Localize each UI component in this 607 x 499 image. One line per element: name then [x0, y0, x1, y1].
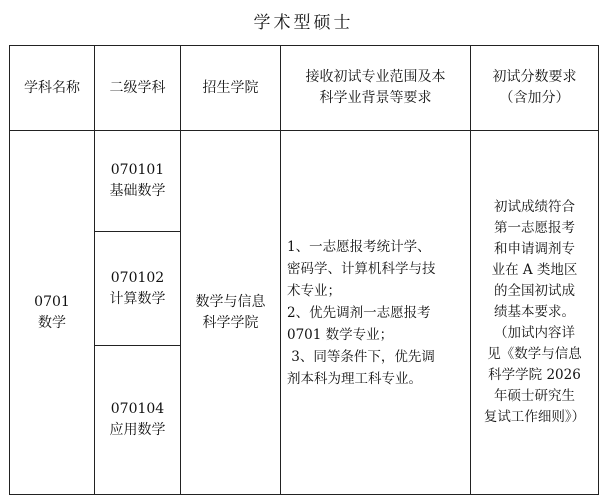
header-requirement-line: 接收初试专业范围及本 [305, 69, 446, 85]
requirement-line: 剂本科为理工科专业。 [287, 370, 422, 387]
header-score [471, 46, 599, 131]
header-requirement [281, 46, 471, 131]
header-secondary: 二级学科 [95, 46, 181, 131]
table-row [10, 131, 599, 232]
requirement-line: 1、一志愿报考统计学、 [287, 238, 431, 255]
requirement-line: 3、同等条件下，优先调 [287, 348, 435, 365]
score-line: 初试成绩符合 [494, 199, 575, 215]
score-line: （加试内容详 [494, 325, 575, 341]
requirement-cell [281, 131, 471, 495]
header-row [10, 46, 599, 131]
page-title: 学术型硕士 [253, 13, 354, 33]
score-line: 业在 A 类地区 [491, 262, 578, 278]
score-line: 绩基本要求。 [494, 304, 575, 320]
subject-code: 070102 [110, 269, 165, 286]
discipline-code: 0701 [34, 293, 70, 310]
subject-name: 计算数学 [109, 290, 166, 307]
subject-cell [95, 131, 181, 232]
requirement-line: 2、优先调剂一志愿报考 [287, 304, 431, 321]
subject-cell [95, 346, 181, 495]
score-line: 第一志愿报考 [494, 220, 575, 236]
discipline-name: 数学 [38, 314, 66, 331]
subject-cell [95, 232, 181, 346]
score-line: 和申请调剂专 [494, 241, 575, 257]
score-line: 复试工作细则》） [483, 409, 586, 425]
header-score-line: （含加分） [499, 90, 570, 106]
score-line: 的全国初试成 [494, 283, 575, 299]
requirement-line: 术专业； [287, 282, 341, 299]
score-cell [471, 131, 599, 495]
requirement-line: 密码学、计算机科学与技 [287, 260, 436, 277]
header-discipline: 学科名称 [10, 46, 95, 131]
discipline-cell [10, 131, 95, 495]
school-line: 数学与信息 [195, 293, 266, 310]
header-requirement-line: 科学业背景等要求 [319, 90, 432, 106]
school-cell [181, 131, 281, 495]
score-line: 见《数学与信息 [487, 346, 582, 362]
header-score-line: 初试分数要求 [492, 69, 577, 85]
subject-name: 应用数学 [109, 422, 166, 438]
requirement-line: 0701 数学专业； [287, 326, 394, 343]
subject-name: 基础数学 [109, 183, 166, 199]
school-line: 科学学院 [202, 314, 259, 331]
subject-code: 070104 [110, 401, 165, 417]
score-line: 科学学院 2026 [488, 367, 581, 383]
header-school: 招生学院 [181, 46, 281, 131]
score-line: 年硕士研究生 [494, 388, 575, 404]
subject-code: 070101 [110, 162, 165, 178]
admission-table [9, 45, 599, 495]
